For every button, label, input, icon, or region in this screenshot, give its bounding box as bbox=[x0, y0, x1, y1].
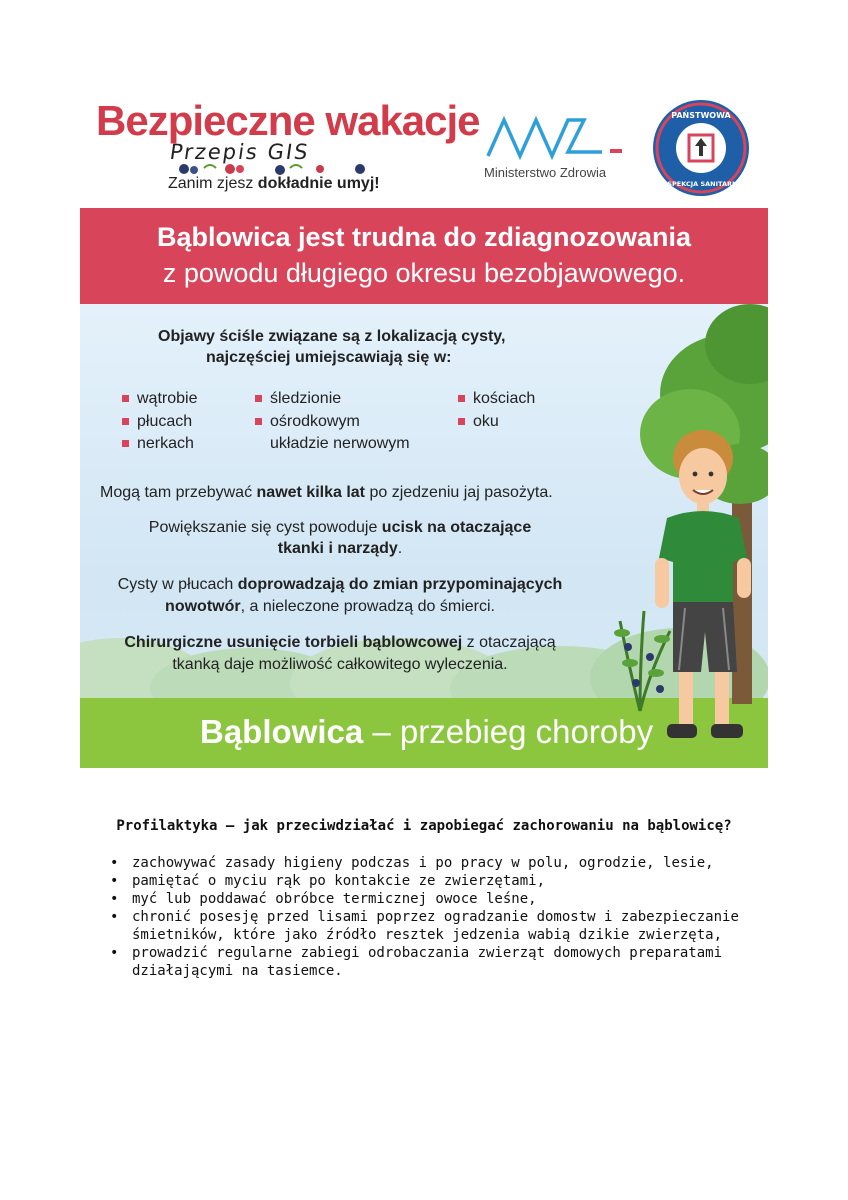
campaign-title: Bezpieczne wakacje bbox=[96, 97, 480, 144]
tagline-bold: dokładnie umyj! bbox=[257, 175, 380, 192]
svg-text:INSPEKCJA SANITARNA: INSPEKCJA SANITARNA bbox=[659, 180, 743, 188]
infographic-poster bbox=[80, 208, 768, 768]
organ-item: nerkach bbox=[122, 435, 194, 453]
campaign-subtitle: Przepis GIS bbox=[168, 140, 312, 164]
paragraph-pressure-line2: tkanki i narządy. bbox=[277, 540, 403, 557]
bullet-icon: • bbox=[110, 855, 119, 871]
prevention-list bbox=[108, 854, 748, 980]
sanitary-inspection-badge-icon bbox=[651, 98, 751, 198]
prevention-title: Profilaktyka – jak przeciwdziałać i zapobiegać zachorowaniu na bąblowicę? bbox=[116, 818, 732, 834]
paragraph-lungs-line1: Cysty w płucach doprowadzają do zmian przypominających bbox=[117, 576, 563, 593]
paragraph-surgery-line1: Chirurgiczne usunięcie torbieli bąblowcowej z otaczającą bbox=[124, 634, 556, 651]
list-item: • myć lub poddawać obróbce termicznej owoce leśne, bbox=[110, 891, 537, 907]
ministry-of-health-logo-icon bbox=[484, 112, 626, 162]
bullet-icon: • bbox=[110, 909, 119, 925]
headline-bold: Bąblowica jest trudna do zdiagnozowania bbox=[156, 222, 692, 252]
list-item: • prowadzić regularne zabiegi odrobaczania zwierząt domowych preparatami działającymi na tasiemce. bbox=[110, 945, 723, 979]
list-item: • pamiętać o myciu rąk po kontakcie ze zwierzętami, bbox=[110, 873, 546, 889]
list-item: • zachowywać zasady higieny podczas i po pracy w polu, ogrodzie, lesie, bbox=[110, 855, 714, 871]
headline-regular: z powodu długiego okresu bezobjawowego. bbox=[162, 258, 686, 288]
paragraph-lungs-line2: nowotwór, a nieleczone prowadzą do śmierci. bbox=[165, 598, 495, 615]
list-item: • chronić posesję przed lisami poprzez ogradzanie domostw i zabezpieczanie śmietników, które jako źródło resztek jedzenia wabią dzikie zwierzęta, bbox=[110, 909, 739, 943]
paragraph-surgery-line2: tkanką daje możliwość całkowitego wyleczenia. bbox=[172, 656, 508, 673]
organ-item: kościach bbox=[458, 390, 535, 408]
bullet-icon: • bbox=[110, 945, 119, 961]
paragraph-pressure-line1: Powiększanie się cyst powoduje ucisk na otaczające bbox=[148, 519, 532, 536]
organ-item: ośrodkowym bbox=[255, 413, 360, 431]
poster-footer-title: Bąblowica – przebieg choroby bbox=[200, 713, 654, 750]
organ-item: płucach bbox=[122, 413, 192, 431]
symptoms-intro-line1: Objawy ściśle związane są z lokalizacją cysty, bbox=[158, 328, 506, 345]
svg-text:PAŃSTWOWA: PAŃSTWOWA bbox=[671, 111, 731, 120]
ministry-name: Ministerstwo Zdrowia bbox=[484, 165, 607, 180]
bullet-icon: • bbox=[110, 891, 119, 907]
paragraph-duration: Mogą tam przebywać nawet kilka lat po zjedzeniu jaj pasożyta. bbox=[100, 484, 553, 501]
symptoms-intro-line2: najczęściej umiejscawiają się w: bbox=[206, 349, 452, 366]
berries-decoration-icon bbox=[170, 162, 370, 176]
organ-item: śledzionie bbox=[255, 390, 341, 408]
bullet-icon: • bbox=[110, 873, 119, 889]
tagline-prefix: Zanim zjesz bbox=[168, 175, 258, 192]
campaign-tagline bbox=[168, 175, 380, 193]
organ-item: oku bbox=[458, 413, 499, 431]
organ-item-continuation: układzie nerwowym bbox=[270, 435, 410, 452]
blueberry-bush-icon bbox=[600, 603, 680, 713]
organ-item: wątrobie bbox=[122, 390, 197, 408]
